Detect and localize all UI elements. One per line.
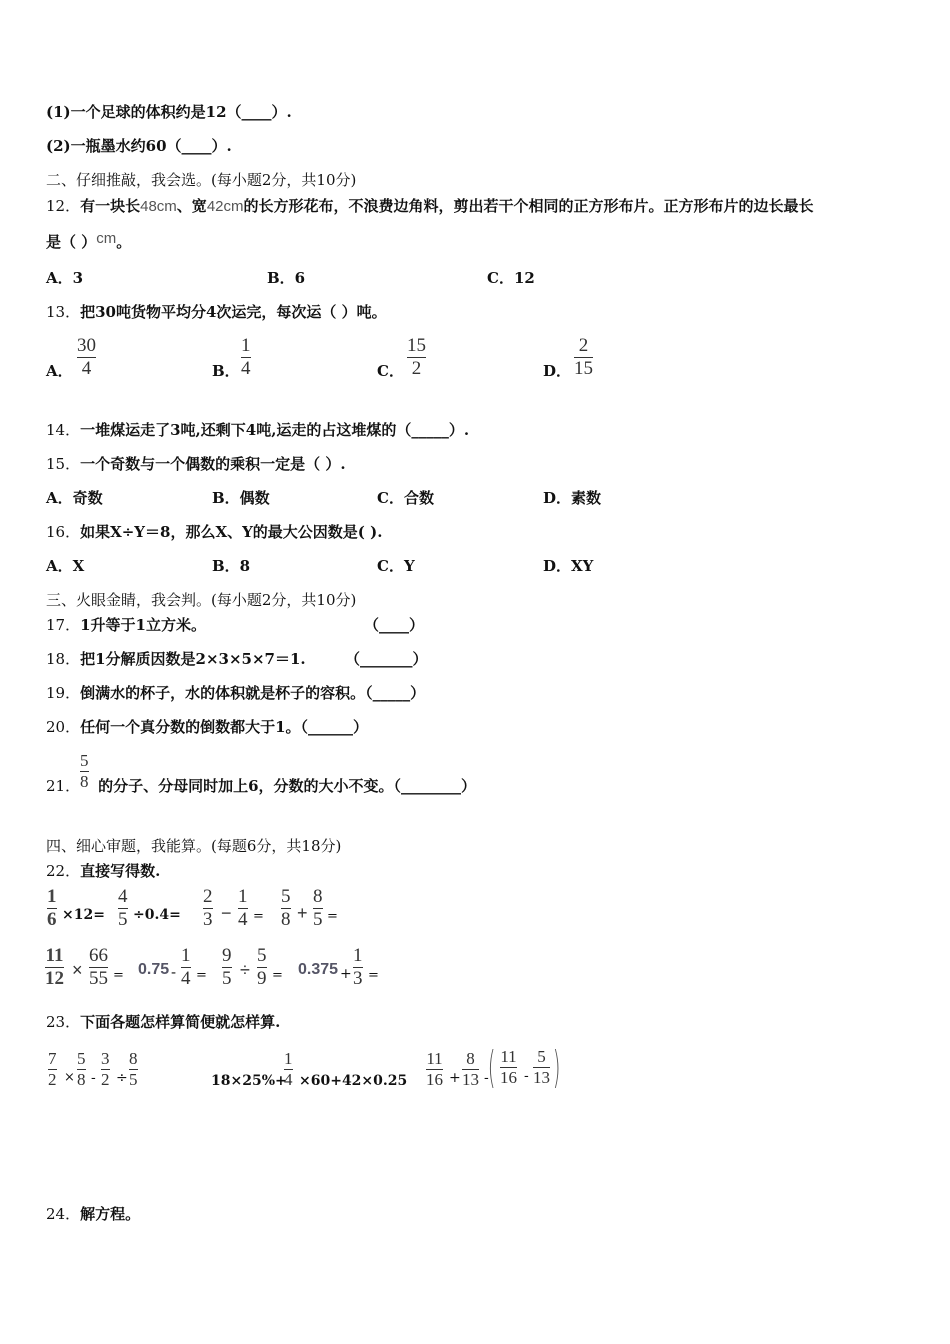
sub-question-1: (1)一个足球的体积约是12（____）. bbox=[46, 103, 292, 121]
fraction-option-b: 1 4 bbox=[241, 335, 251, 379]
fraction: 8 5 bbox=[313, 886, 323, 930]
fraction: 11 12 bbox=[45, 945, 64, 989]
question-18: 18．把1分解质因数是2×3×5×7＝1. bbox=[46, 650, 306, 668]
operator: + bbox=[340, 966, 352, 982]
question-12: 12．有一块长48cm、宽42cm的长方形花布，不浪费边角料，剪出若干个相同的正方形布片。正方形布片的边长最长 bbox=[46, 197, 814, 215]
fraction: 11 16 bbox=[426, 1049, 443, 1089]
fraction: 2 3 bbox=[203, 886, 213, 930]
operator-text: ÷0.4= bbox=[133, 907, 181, 923]
operator-text: ×12= bbox=[62, 907, 105, 923]
option-c: C． bbox=[377, 362, 404, 380]
equals: = bbox=[113, 968, 124, 983]
option-a: A．3 bbox=[46, 269, 84, 287]
operator: - bbox=[171, 963, 177, 981]
fraction-option-d: 2 15 bbox=[574, 335, 593, 379]
fraction: 1 4 bbox=[284, 1049, 293, 1089]
right-paren-icon: ) bbox=[552, 1042, 561, 1093]
option-b: B．6 bbox=[267, 269, 306, 287]
option-c: C．12 bbox=[487, 269, 535, 287]
equals: = bbox=[327, 909, 338, 924]
answer-blank: （____） bbox=[364, 616, 425, 634]
question-24: 24．解方程。 bbox=[46, 1205, 141, 1223]
operator: × bbox=[72, 960, 83, 980]
decimal-value: 0.75 bbox=[138, 961, 170, 978]
operator: - bbox=[524, 1068, 529, 1084]
fraction: 1 4 bbox=[181, 945, 191, 989]
operator: ÷ bbox=[116, 1070, 128, 1086]
question-12-line2: 是（ ）cm。 bbox=[46, 230, 132, 251]
question-23: 23．下面各题怎样算简便就怎样算. bbox=[46, 1013, 281, 1031]
question-21: 21． 的分子、分母同时加上6，分数的大小不变。（________） bbox=[46, 777, 477, 795]
fraction: 7 2 bbox=[48, 1049, 57, 1089]
option-a: A． bbox=[46, 362, 73, 380]
question-22: 22．直接写得数. bbox=[46, 862, 161, 880]
option-b: B．偶数 bbox=[212, 489, 270, 507]
fraction: 4 5 bbox=[118, 886, 128, 930]
operator: ÷ bbox=[240, 960, 250, 980]
operator: + bbox=[297, 903, 308, 923]
operator: - bbox=[484, 1070, 489, 1086]
fraction-option-a: 30 4 bbox=[77, 335, 96, 379]
option-d: D．素数 bbox=[543, 489, 602, 507]
fraction: 66 55 bbox=[89, 945, 108, 989]
question-14: 14．一堆煤运走了3吨,还剩下4吨,运走的占这堆煤的（_____）. bbox=[46, 421, 470, 439]
fraction-option-c: 15 2 bbox=[407, 335, 426, 379]
fraction: 11 16 bbox=[500, 1047, 517, 1087]
equals: = bbox=[368, 968, 379, 983]
question-20: 20．任何一个真分数的倒数都大于1。（______） bbox=[46, 718, 369, 736]
left-paren-icon: ( bbox=[487, 1042, 496, 1093]
decimal-value: 0.375 bbox=[298, 961, 339, 978]
question-13: 13．把30吨货物平均分4次运完，每次运（ ）吨。 bbox=[46, 303, 387, 321]
answer-blank: （_______） bbox=[345, 650, 428, 668]
fraction: 5 13 bbox=[533, 1047, 550, 1087]
fraction: 5 8 bbox=[77, 1049, 86, 1089]
fraction: 1 4 bbox=[238, 886, 248, 930]
question-19: 19．倒满水的杯子，水的体积就是杯子的容积。（_____） bbox=[46, 684, 426, 702]
fraction: 1 3 bbox=[353, 945, 363, 989]
expression-part: ×60+42×0.25 bbox=[299, 1073, 408, 1089]
option-d: D． bbox=[543, 362, 572, 380]
section-3-header: 三、火眼金睛，我会判。(每小题2分，共10分) bbox=[46, 591, 357, 609]
section-4-header: 四、细心审题，我能算。(每题6分，共18分) bbox=[46, 837, 342, 855]
equals: = bbox=[272, 968, 283, 983]
fraction: 8 13 bbox=[462, 1049, 479, 1089]
expression-part: 18×25%+ bbox=[211, 1073, 287, 1089]
option-a: A．X bbox=[46, 557, 85, 575]
fraction: 1 6 bbox=[47, 886, 57, 930]
option-c: C．合数 bbox=[377, 489, 434, 507]
question-17: 17．1升等于1立方米。 bbox=[46, 616, 206, 634]
operator: × bbox=[64, 1070, 75, 1085]
question-15: 15．一个奇数与一个偶数的乘积一定是（ ）. bbox=[46, 455, 346, 473]
fraction: 3 2 bbox=[101, 1049, 110, 1089]
fraction: 8 5 bbox=[129, 1049, 138, 1089]
operator: − bbox=[221, 903, 232, 923]
option-d: D．XY bbox=[543, 557, 594, 575]
question-number: 12． bbox=[46, 197, 81, 215]
section-2-header: 二、仔细推敲，我会选。(每小题2分，共10分) bbox=[46, 171, 357, 189]
equals: = bbox=[196, 968, 207, 983]
option-c: C．Y bbox=[377, 557, 415, 575]
operator: - bbox=[91, 1070, 96, 1086]
fraction: 9 5 bbox=[222, 945, 232, 989]
fraction: 5 9 bbox=[257, 945, 267, 989]
fraction: 5 8 bbox=[281, 886, 291, 930]
option-a: A．奇数 bbox=[46, 489, 103, 507]
operator: + bbox=[449, 1070, 461, 1086]
equals: = bbox=[253, 909, 264, 924]
option-b: B． bbox=[212, 362, 240, 380]
option-b: B．8 bbox=[212, 557, 251, 575]
fraction-5-8: 5 8 bbox=[80, 751, 89, 791]
sub-question-2: (2)一瓶墨水约60（____）. bbox=[46, 137, 232, 155]
question-16: 16．如果X÷Y＝8，那么X、Y的最大公因数是( ). bbox=[46, 523, 383, 541]
